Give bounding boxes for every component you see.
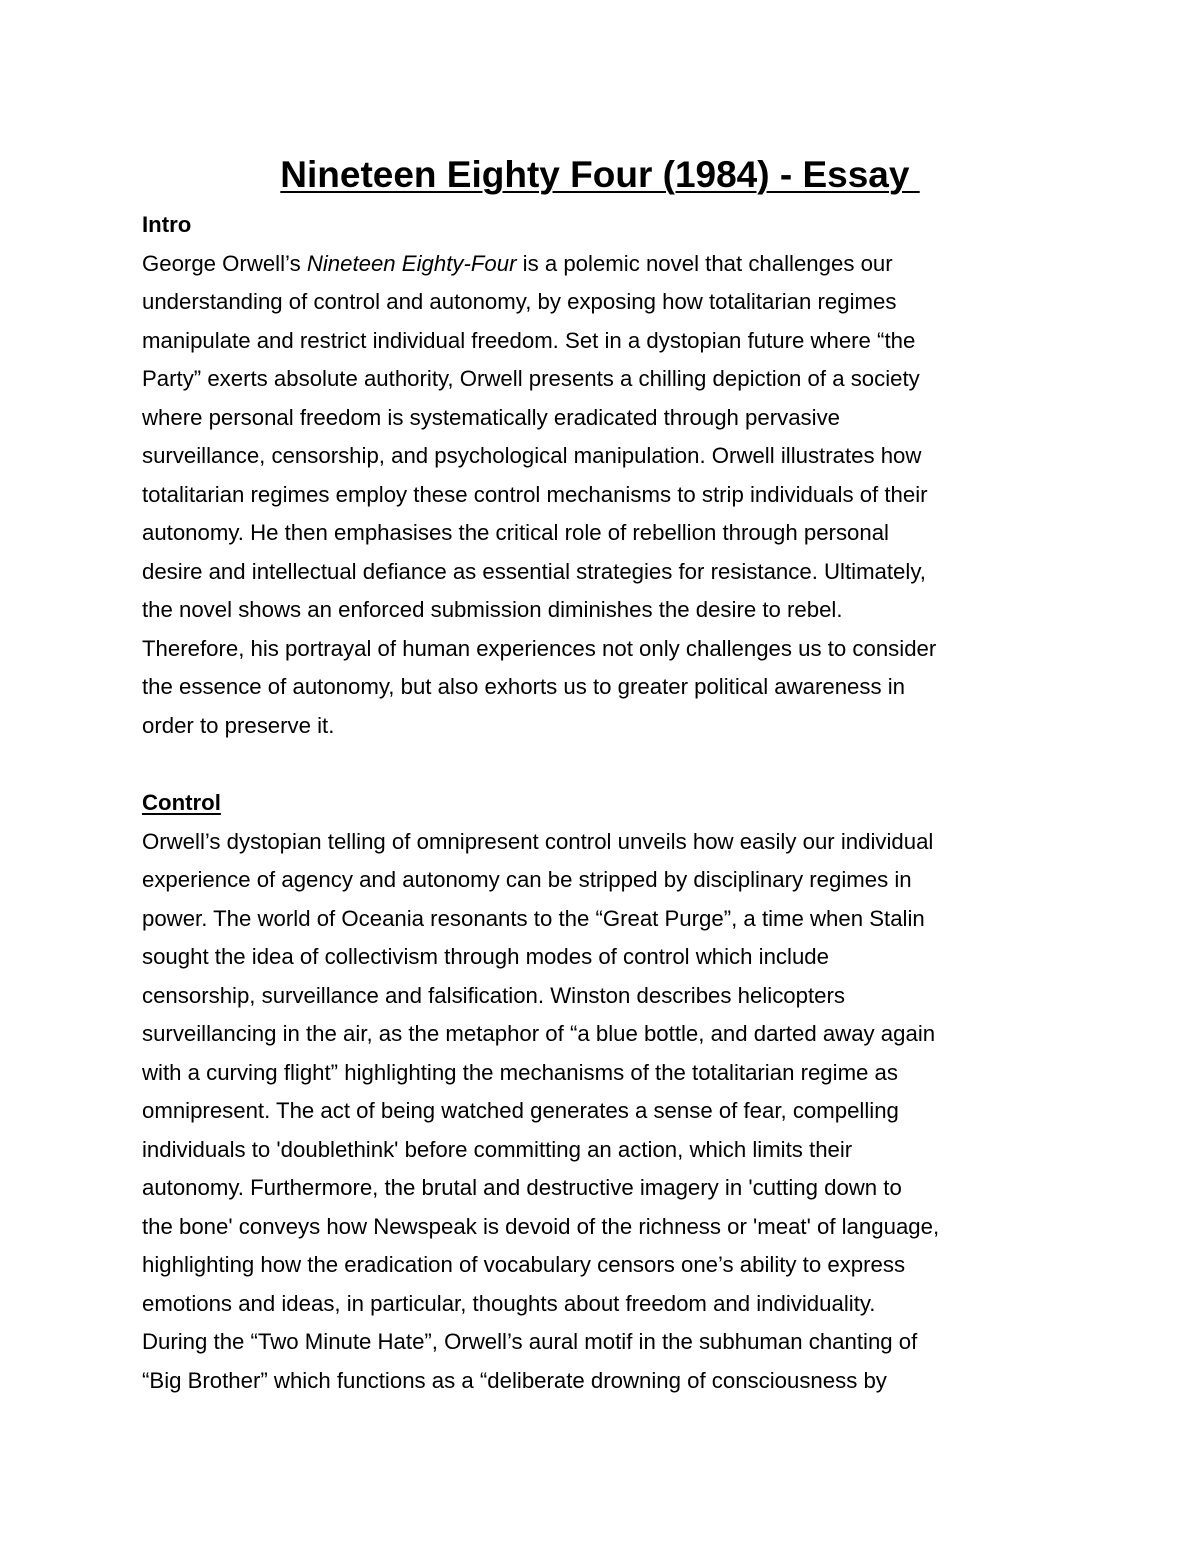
text-line: autonomy. He then emphasises the critical role of rebellion through personal xyxy=(142,520,889,545)
document-title xyxy=(0,150,1200,200)
text-line: understanding of control and autonomy, by exposing how totalitarian regimes xyxy=(142,289,897,314)
text-line: individuals to 'doublethink' before committing an action, which limits their xyxy=(142,1136,853,1162)
text-line: where personal freedom is systematically eradicated through pervasive xyxy=(142,404,841,430)
text-line: autonomy. Furthermore, the brutal and destructive imagery in 'cutting down to xyxy=(142,1175,902,1200)
section-control xyxy=(142,784,1072,1400)
text-line: manipulate and restrict individual freedom. Set in a dystopian future where “the xyxy=(142,327,916,353)
text-line: During the “Two Minute Hate”, Orwell’s aural motif in the subhuman chanting of xyxy=(142,1329,918,1354)
text-line: the bone' conveys how Newspeak is devoid of the richness or 'meat' of language, xyxy=(142,1213,940,1239)
text-run: George Orwell’s xyxy=(142,250,307,276)
section-heading-intro: Intro xyxy=(142,212,192,237)
text-line: desire and intellectual defiance as essential strategies for resistance. Ultimately, xyxy=(142,558,926,584)
text-line: omnipresent. The act of being watched generates a sense of fear, compelling xyxy=(142,1098,899,1123)
text-line: the essence of autonomy, but also exhorts us to greater political awareness in xyxy=(142,674,906,699)
text-line: highlighting how the eradication of vocabulary censors one’s ability to express xyxy=(142,1252,906,1277)
text-line: the novel shows an enforced submission diminishes the desire to rebel. xyxy=(142,597,843,622)
text-line: totalitarian regimes employ these control mechanisms to strip individuals of their xyxy=(142,481,928,507)
book-title-italic: Nineteen Eighty-Four xyxy=(306,250,517,276)
text-line: order to preserve it. xyxy=(142,712,335,738)
text-line: Party” exerts absolute authority, Orwell presents a chilling depiction of a society xyxy=(142,366,920,391)
text-line: surveillancing in the air, as the metaphor of “a blue bottle, and darted away again xyxy=(142,1021,936,1046)
text-line: Therefore, his portrayal of human experiences not only challenges us to consider xyxy=(142,635,937,661)
text-line: Orwell’s dystopian telling of omnipresent control unveils how easily our individual xyxy=(142,828,934,854)
section-intro-body xyxy=(142,245,1072,746)
text-line: emotions and ideas, in particular, thoughts about freedom and individuality. xyxy=(142,1290,876,1316)
text-line: experience of agency and autonomy can be stripped by disciplinary regimes in xyxy=(142,867,912,892)
section-control-body xyxy=(142,823,1072,1401)
text-line: power. The world of Oceania resonants to the “Great Purge”, a time when Stalin xyxy=(142,905,925,931)
text-line: surveillance, censorship, and psychological manipulation. Orwell illustrates how xyxy=(142,443,922,468)
text-line: “Big Brother” which functions as a “deliberate drowning of consciousness by xyxy=(142,1367,887,1393)
text-line: sought the idea of collectivism through modes of control which include xyxy=(142,944,829,969)
text-line: with a curving flight” highlighting the mechanisms of the totalitarian regime as xyxy=(142,1059,898,1085)
text-line: censorship, surveillance and falsification. Winston describes helicopters xyxy=(142,982,845,1008)
section-intro xyxy=(142,206,1072,745)
text-run: is a polemic novel that challenges our xyxy=(516,250,893,276)
section-heading-control: Control xyxy=(142,790,221,815)
document-title-text: Nineteen Eighty Four (1984) - Essay xyxy=(280,154,920,195)
text-line xyxy=(142,245,1072,284)
